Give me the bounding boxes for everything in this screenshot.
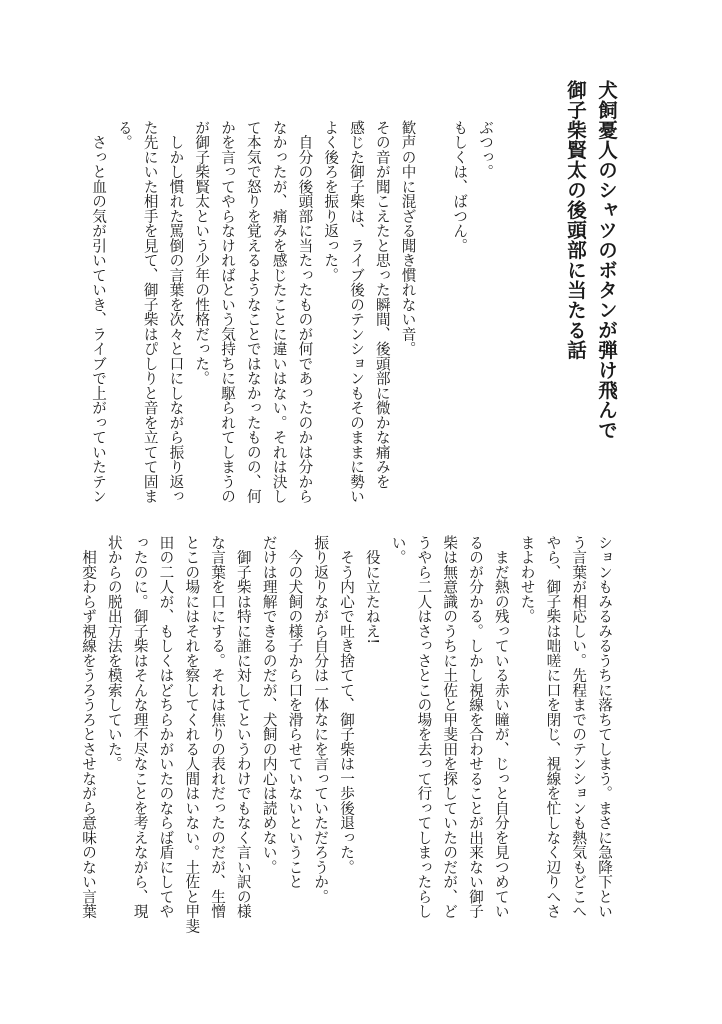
body-text-lower: ションもみるみるうちに落ちてしまう。まさに急降下とい う言葉が相応しい。先程までのテンションも熱気もどこへ やら、御子柴は咄嗟に口を閉じ、視線を忙しなく辺りへさ まよわせた。 まだ熱の残っている赤い瞳が、じっと自分を見つめてい るのが分かる。しかし視線を合わせることが出来ない御子 柴は無意識のうちに土佐と甲斐田を探していたのだが、ど うやら二人はさっさとこの場を去って行ってしまったらし い。 役に立たねえ! そう内心で吐き捨てて、御子柴は一歩後退った。 振り返りながら自分は一体なにを言っていただろうか。 今の犬飼の様子から口を滑らせていないということ だけは理解できるのだが、犬飼の内心は読めない。 御子柴は特に誰に対してというわけでもなく言い訳の様 な言葉を口にする。それは焦りの表れだったのだが、生憎 とこの場にはそれを察してくれる人間はいない。土佐と甲斐 田の二人が、もしくはどちらかがいたのならば盾にしてや ったのに。御子柴はそんな理不尽なことを考えながら、現 状からの脱出方法を模索していた。 相変わらず視線をうろうろとさせながら意味のない言葉: [80, 535, 613, 934]
page-title: 犬飼憂人のシャツのボタンが弾け飛んで 御子柴賢太の後頭部に当たる話: [564, 80, 618, 440]
body-text-upper: ぶつっ。 もしくは、ばつん。 歓声の中に混ざる聞き慣れない音。 その音が聞こえたと思った瞬間、後頭部に微かな痛みを 感じた御子柴は、ライブ後のテンションもそのままに勢い よく後ろを振り返った。 自分の後頭部に当たったものが何であったのかは分から なかったが、痛みを感じたことに違いはない。それは決し て本気で怒りを覚えるようなことではなかったものの、何 かを言ってやらなければという気持ちに駆られてしまうの が御子柴賢太という少年の性格だった。 しかし慣れた罵倒の言葉を次々と口にしながら振り返っ た先にいた相手を見て、御子柴はぴしりと音を立てて固ま る。 さっと血の気が引いていき、ライブで上がっていたテン: [90, 120, 494, 504]
